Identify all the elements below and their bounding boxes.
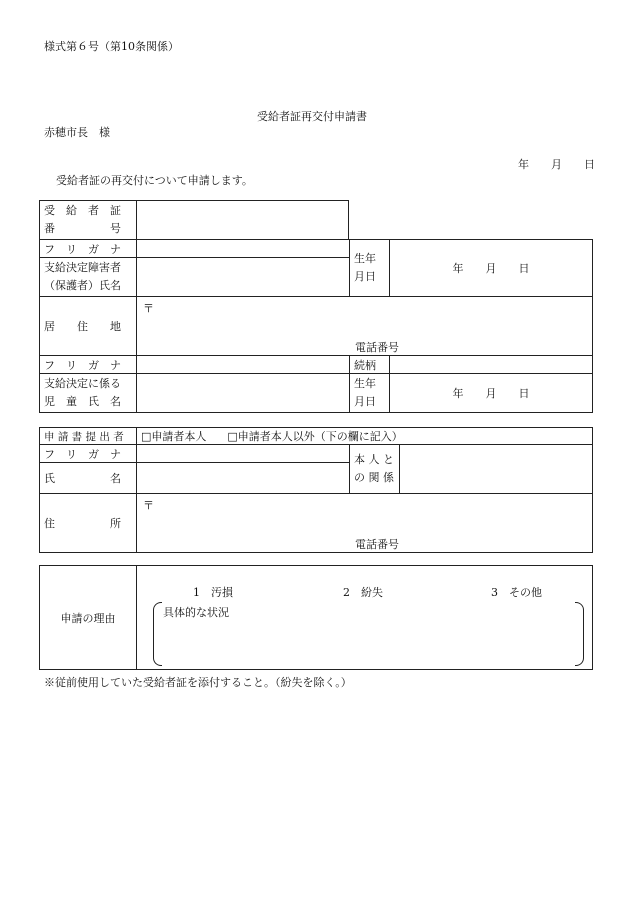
- phone-label: 電話番号: [355, 341, 399, 354]
- relationship-field[interactable]: [390, 356, 593, 374]
- guardian-name-label: 支給決定障害者 （保護者）氏名: [40, 258, 137, 297]
- relationship-label: 続柄: [350, 356, 390, 374]
- submitter-furigana-field[interactable]: [137, 445, 350, 463]
- child-dob-label: 生年 月日: [350, 374, 390, 413]
- intro-text: 受給者証の再交付について申請します。: [56, 174, 253, 187]
- submitter-label: 申 請 書 提 出 者: [40, 428, 137, 445]
- dob-label: 生年 月日: [350, 240, 390, 297]
- relation-label: 本 人 と の 関 係: [350, 445, 400, 494]
- child-dob-field[interactable]: [390, 374, 593, 413]
- reason-option-3[interactable]: 3 その他: [491, 586, 542, 599]
- submitter-address-label: 住 所: [40, 494, 137, 553]
- submitter-name-field[interactable]: [137, 463, 350, 494]
- reason-field: [137, 566, 593, 670]
- furigana-label: フ リ ガ ナ: [40, 240, 137, 258]
- details-field[interactable]: [163, 620, 573, 662]
- child-furigana-field[interactable]: [137, 356, 350, 374]
- submitter-name-label: 氏 名: [40, 463, 137, 494]
- reason-option-1[interactable]: 1 汚損: [193, 586, 233, 599]
- option-other-checkbox[interactable]: □申請者本人以外（下の欄に記入）: [227, 430, 403, 443]
- submitter-address-field[interactable]: [137, 494, 593, 553]
- reason-label: 申請の理由: [40, 566, 137, 670]
- submitter-postal-mark: 〒: [143, 499, 154, 512]
- submitter-phone-label: 電話番号: [355, 538, 399, 551]
- option-self-checkbox[interactable]: □申請者本人: [141, 430, 207, 443]
- postal-mark: 〒: [143, 302, 154, 315]
- child-dob-value: 年 月 日: [452, 387, 530, 400]
- residence-label: 居 住 地: [40, 297, 137, 356]
- form-title: 受給者証再交付申請書: [257, 110, 367, 123]
- addressee: 赤穂市長 様: [44, 126, 110, 139]
- child-furigana-label: フ リ ガ ナ: [40, 356, 137, 374]
- reason-option-2[interactable]: 2 紛失: [343, 586, 383, 599]
- dob-value: 年 月 日: [452, 262, 530, 275]
- dob-field[interactable]: [390, 240, 593, 297]
- submitter-furigana-label: フ リ ガ ナ: [40, 445, 137, 463]
- date-line: 年 月 日: [518, 158, 595, 171]
- submitter-table: [39, 427, 593, 553]
- details-label: 具体的な状況: [163, 606, 229, 619]
- child-name-field[interactable]: [137, 374, 350, 413]
- cert-number-table: [39, 200, 349, 240]
- residence-field[interactable]: [137, 297, 593, 356]
- cert-number-label: 受 給 者 証 番 号: [40, 201, 137, 240]
- guardian-name-field[interactable]: [137, 258, 350, 297]
- furigana-field[interactable]: [137, 240, 350, 258]
- details-bracket-left: [153, 602, 162, 666]
- form-number: 様式第６号（第10条関係）: [44, 40, 179, 53]
- cert-number-field[interactable]: [137, 201, 349, 240]
- child-name-label: 支給決定に係る 児 童 氏 名: [40, 374, 137, 413]
- relation-field[interactable]: [400, 445, 593, 494]
- footer-note: ※従前使用していた受給者証を添付すること。（紛失を除く。）: [44, 676, 352, 689]
- reason-table: [39, 565, 593, 670]
- applicant-table: [39, 239, 593, 413]
- submitter-options: [137, 428, 593, 445]
- details-bracket-right: [575, 602, 584, 666]
